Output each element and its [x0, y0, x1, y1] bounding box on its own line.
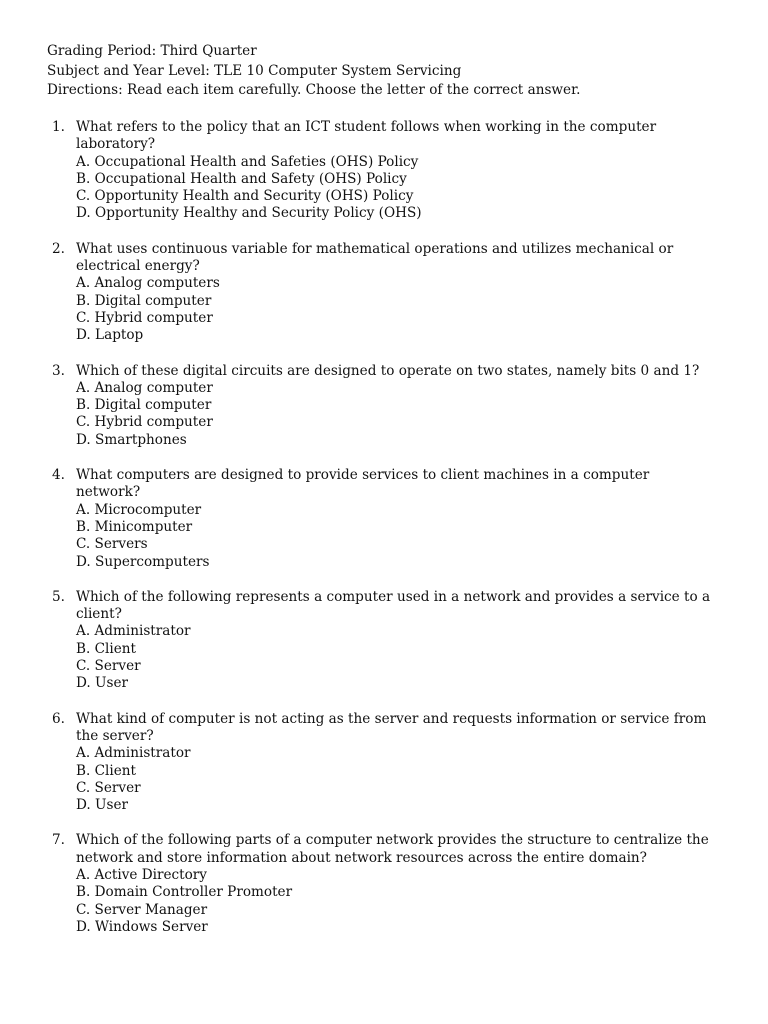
- option-c: C. Server Manager: [76, 901, 208, 918]
- option-c: C. Opportunity Health and Security (OHS) Policy: [76, 188, 414, 205]
- question-number: 7.: [52, 832, 65, 849]
- option-d: D. Supercomputers: [76, 553, 210, 570]
- question-number: 4.: [52, 467, 65, 484]
- option-d: D. User: [76, 797, 129, 814]
- question-item: [0, 241, 716, 345]
- question-number: 3.: [52, 362, 65, 379]
- question-text: Which of the following represents a computer used in a network and provides a service to a client?: [76, 588, 711, 623]
- option-c: C. Server: [76, 658, 141, 675]
- option-d: D. Smartphones: [76, 431, 187, 448]
- option-b: B. Domain Controller Promoter: [76, 884, 293, 901]
- question-item: [0, 589, 716, 693]
- question-item: [0, 119, 716, 223]
- option-b: B. Occupational Health and Safety (OHS) Policy: [76, 170, 407, 187]
- subject-year-level: Subject and Year Level: TLE 10 Computer System Servicing: [47, 62, 462, 79]
- option-c: C. Servers: [76, 536, 148, 553]
- question-item: [0, 363, 716, 449]
- question-number: 5.: [52, 588, 65, 605]
- option-b: B. Minicomputer: [76, 518, 193, 535]
- option-a: A. Occupational Health and Safeties (OHS) Policy: [76, 153, 419, 170]
- option-d: D. Laptop: [76, 327, 144, 344]
- question-text: Which of the following parts of a computer network provides the structure to centralize the network and store information about network resources across the entire domain?: [76, 832, 709, 866]
- option-a: A. Analog computer: [76, 379, 213, 396]
- question-text: What computers are designed to provide services to client machines in a computer network?: [76, 467, 650, 501]
- question-text: Which of these digital circuits are designed to operate on two states, namely bits 0 and 1?: [76, 362, 700, 379]
- option-b: B. Client: [76, 762, 136, 779]
- option-b: B. Digital computer: [76, 292, 212, 309]
- option-d: D. Windows Server: [76, 918, 208, 935]
- question-number: 6.: [52, 710, 65, 727]
- question-list: [0, 119, 768, 954]
- question-number: 1.: [52, 119, 65, 135]
- question-item: [0, 467, 716, 571]
- option-d: D. User: [76, 675, 129, 692]
- option-a: A. Administrator: [76, 623, 191, 640]
- option-b: B. Client: [76, 640, 136, 657]
- grading-period: Grading Period: Third Quarter: [47, 43, 257, 59]
- exam-header: [47, 42, 747, 101]
- question-text: What uses continuous variable for mathematical operations and utilizes mechanical or electrical energy?: [76, 240, 674, 275]
- question-number: 2.: [52, 240, 65, 257]
- option-c: C. Hybrid computer: [76, 414, 213, 431]
- question-text: What kind of computer is not acting as the server and requests information or service from the server?: [76, 710, 707, 744]
- option-b: B. Digital computer: [76, 397, 212, 414]
- question-item: [0, 711, 716, 815]
- option-c: C. Hybrid computer: [76, 309, 213, 326]
- directions: Directions: Read each item carefully. Choose the letter of the correct answer.: [47, 82, 581, 98]
- option-a: A. Active Directory: [76, 866, 207, 883]
- option-a: A. Microcomputer: [76, 501, 202, 518]
- option-c: C. Server: [76, 779, 141, 796]
- option-a: A. Analog computers: [76, 275, 220, 292]
- question-text: What refers to the policy that an ICT student follows when working in the computer laboratory?: [76, 119, 657, 153]
- option-d: D. Opportunity Healthy and Security Policy (OHS): [76, 205, 422, 222]
- option-a: A. Administrator: [76, 745, 191, 762]
- question-item: [0, 832, 716, 936]
